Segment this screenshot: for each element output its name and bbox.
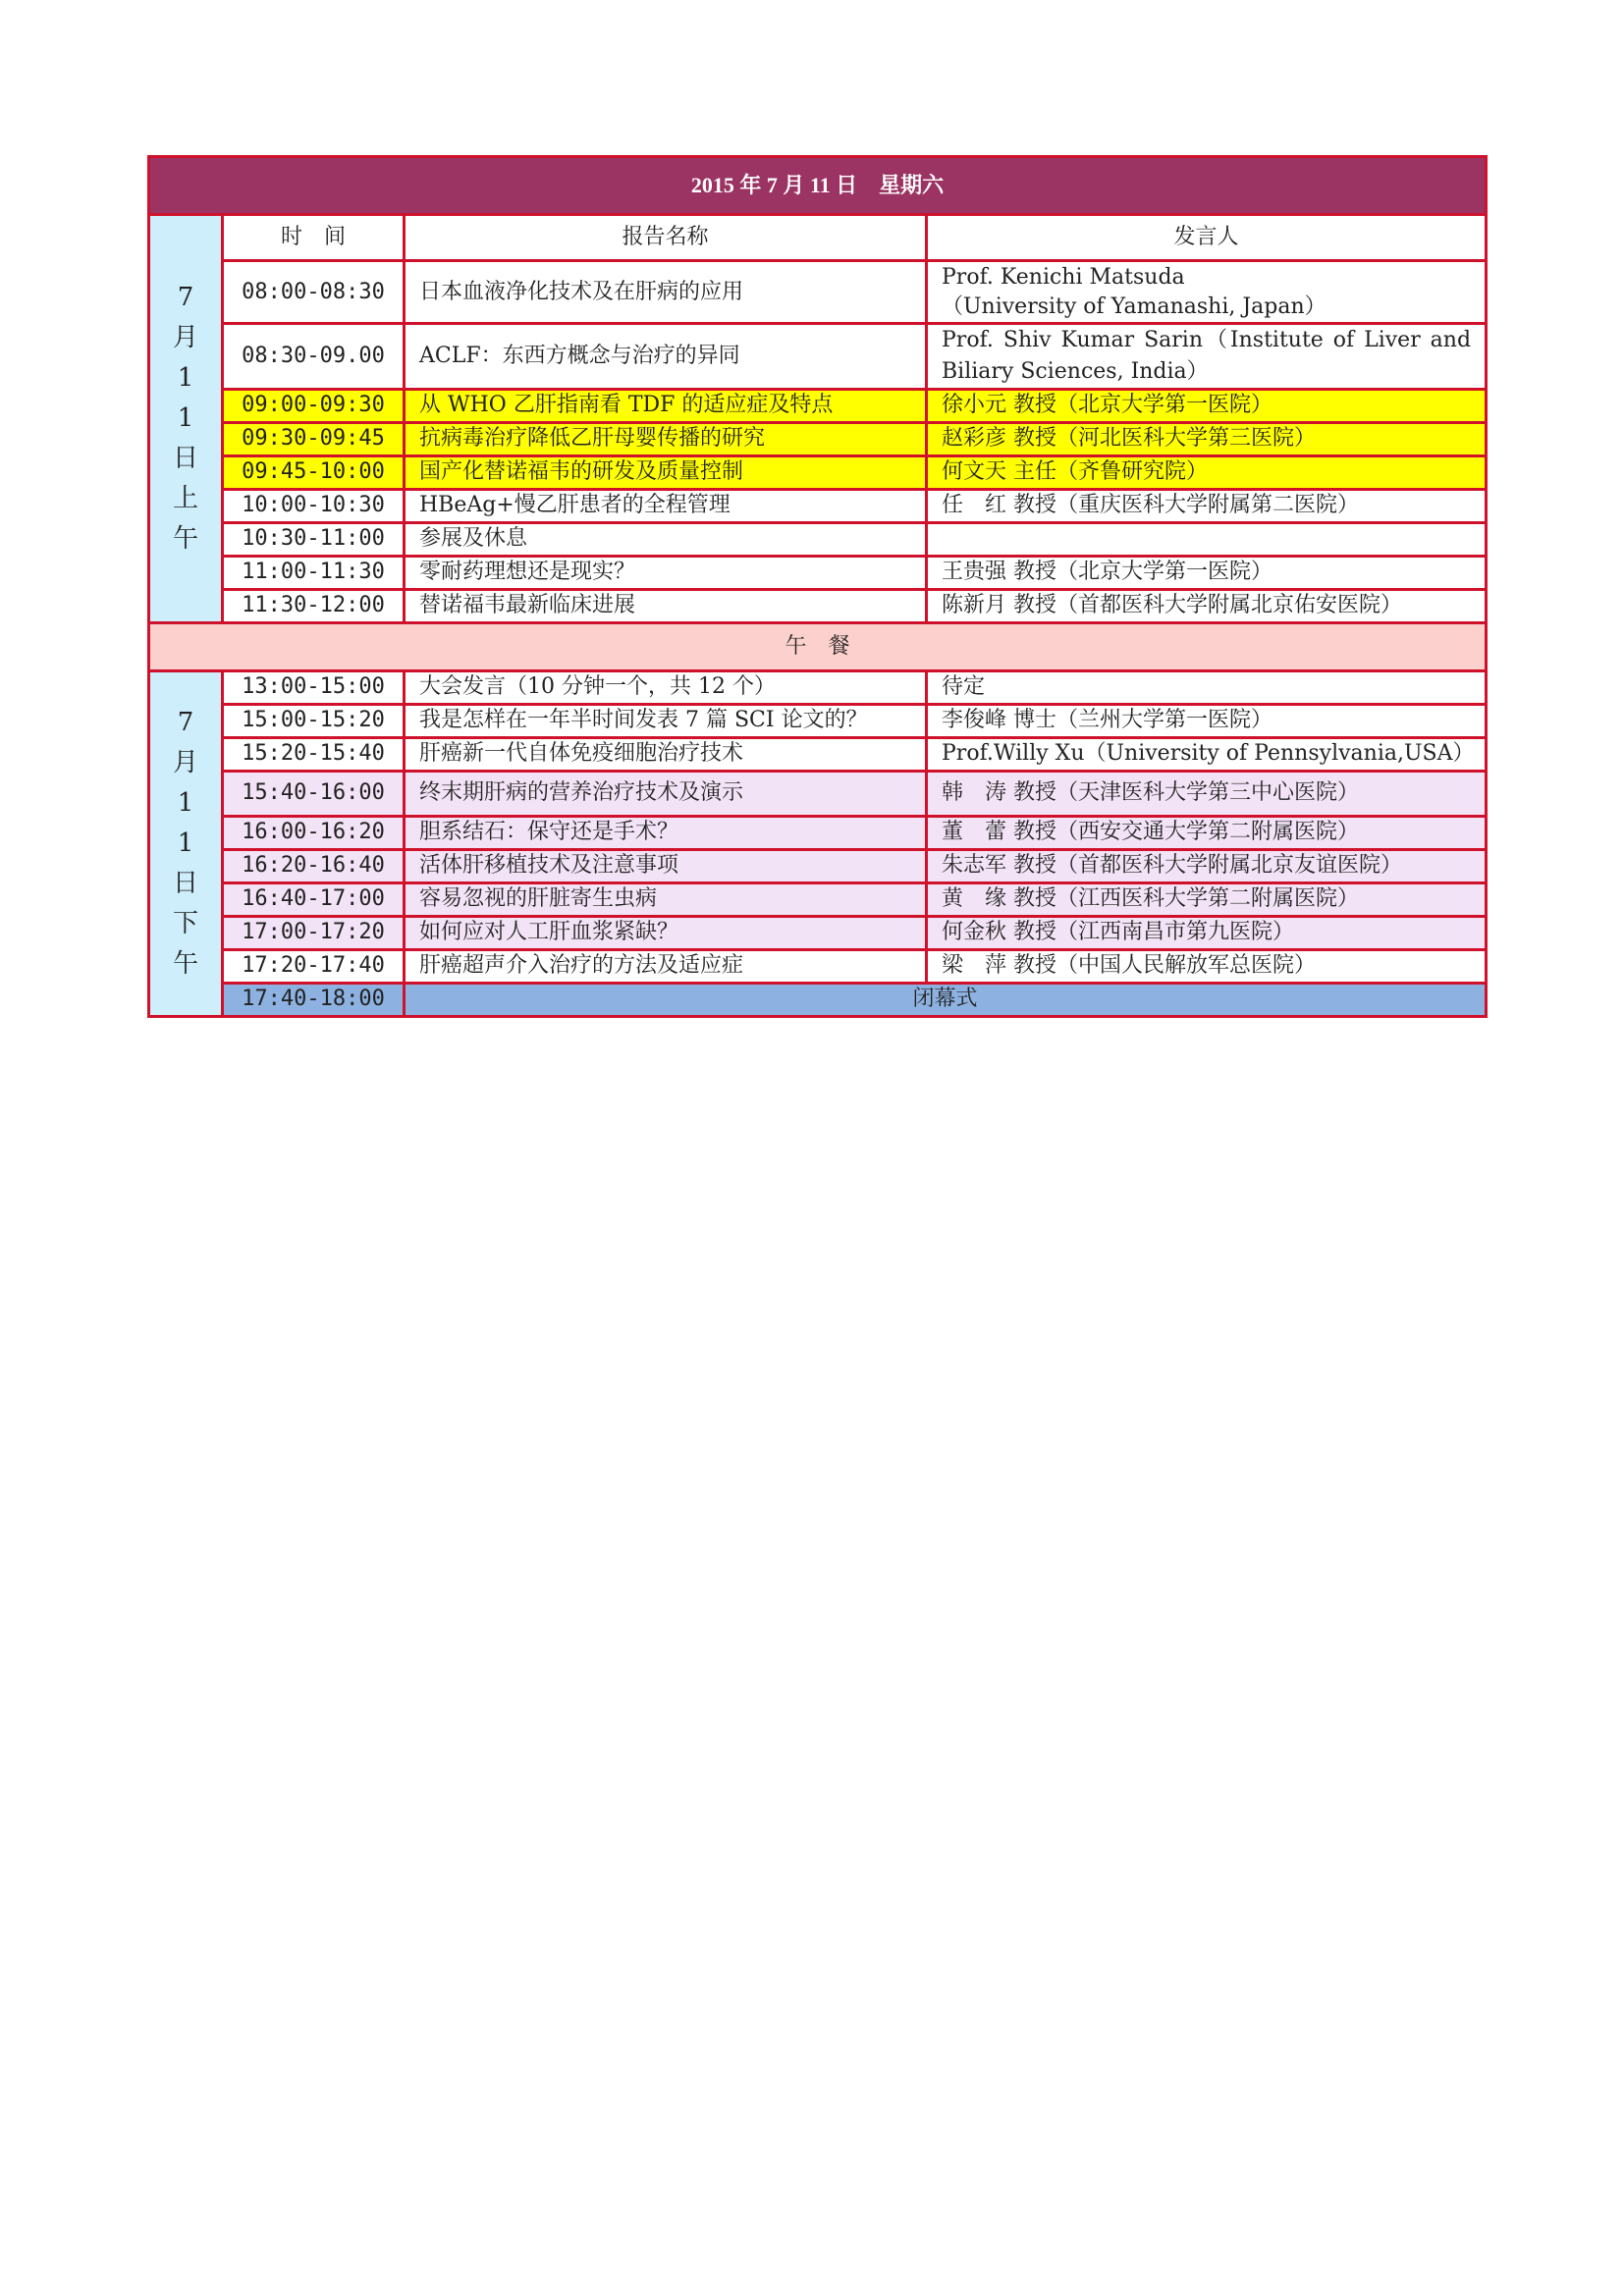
speaker-cell: Prof. Shiv Kumar Sarin（Institute of Liver and Biliary Sciences, India） [927,324,1487,390]
topic-cell: 大会发言（10 分钟一个，共 12 个） [405,670,927,704]
schedule-row [149,589,1487,622]
schedule-row [149,670,1487,704]
closing-row [149,983,1487,1016]
schedule-table [147,155,1488,1018]
time-cell: 10:30-11:00 [223,522,405,556]
schedule-row [149,422,1487,455]
speaker-cell: 赵彩彦 教授（河北医科大学第三医院） [927,422,1487,455]
topic-cell: 我是怎样在一年半时间发表 7 篇 SCI 论文的？ [405,704,927,737]
speaker-cell: 徐小元 教授（北京大学第一医院） [927,389,1487,422]
time-cell: 17:00-17:20 [223,916,405,949]
afternoon-session-label [149,670,223,1016]
schedule-row [149,489,1487,522]
topic-cell: 活体肝移植技术及注意事项 [405,849,927,882]
topic-cell: ACLF：东西方概念与治疗的异同 [405,324,927,390]
topic-cell: 替诺福韦最新临床进展 [405,589,927,622]
date-title: 2015 年 7 月 11 日 星期六 [149,157,1487,215]
schedule-row [149,556,1487,589]
schedule-row [149,324,1487,390]
topic-cell: HBeAg+慢乙肝患者的全程管理 [405,489,927,522]
time-cell: 16:00-16:20 [223,816,405,849]
closing-time: 17:40-18:00 [223,983,405,1016]
speaker-cell: 何金秋 教授（江西南昌市第九医院） [927,916,1487,949]
topic-cell: 日本血液净化技术及在肝病的应用 [405,261,927,324]
topic-cell: 抗病毒治疗降低乙肝母婴传播的研究 [405,422,927,455]
speaker-cell [927,522,1487,556]
time-cell: 08:00-08:30 [223,261,405,324]
speaker-cell: 王贵强 教授（北京大学第一医院） [927,556,1487,589]
closing-label: 闭幕式 [405,983,1487,1016]
speaker-cell: 李俊峰 博士（兰州大学第一医院） [927,704,1487,737]
topic-cell: 从 WHO 乙肝指南看 TDF 的适应症及特点 [405,389,927,422]
speaker-cell: 待定 [927,670,1487,704]
time-cell: 09:30-09:45 [223,422,405,455]
topic-cell: 如何应对人工肝血浆紧缺？ [405,916,927,949]
speaker-cell: 梁 萍 教授（中国人民解放军总医院） [927,949,1487,983]
time-cell: 16:40-17:00 [223,882,405,916]
speaker-cell: 黄 缘 教授（江西医科大学第二附属医院） [927,882,1487,916]
time-cell: 15:20-15:40 [223,737,405,771]
topic-cell: 肝癌新一代自体免疫细胞治疗技术 [405,737,927,771]
time-cell: 17:20-17:40 [223,949,405,983]
schedule-row [149,771,1487,816]
time-cell: 11:30-12:00 [223,589,405,622]
column-header-row [149,215,1487,261]
schedule-row [149,261,1487,324]
topic-cell: 肝癌超声介入治疗的方法及适应症 [405,949,927,983]
schedule-row [149,389,1487,422]
time-cell: 09:45-10:00 [223,455,405,489]
schedule-row [149,916,1487,949]
date-title-row [149,157,1487,215]
time-cell: 09:00-09:30 [223,389,405,422]
time-cell: 16:20-16:40 [223,849,405,882]
afternoon-session-text: 7月11日下午 [172,707,198,979]
lunch-label: 午 餐 [149,622,1487,670]
time-cell: 11:00-11:30 [223,556,405,589]
time-cell: 15:00-15:20 [223,704,405,737]
schedule-row [149,704,1487,737]
col-header-time: 时 间 [223,215,405,261]
lunch-row [149,622,1487,670]
speaker-cell: 陈新月 教授（首都医科大学附属北京佑安医院） [927,589,1487,622]
time-cell: 13:00-15:00 [223,670,405,704]
topic-cell: 零耐药理想还是现实？ [405,556,927,589]
time-cell: 15:40-16:00 [223,771,405,816]
topic-cell: 参展及休息 [405,522,927,556]
schedule-row [149,882,1487,916]
schedule-row [149,816,1487,849]
speaker-cell: Prof.Willy Xu（University of Pennsylvania,USA） [927,737,1487,771]
col-header-topic: 报告名称 [405,215,927,261]
schedule-row [149,455,1487,489]
schedule-row [149,949,1487,983]
time-cell: 08:30-09.00 [223,324,405,390]
morning-session-label [149,215,223,623]
schedule-row [149,737,1487,771]
speaker-cell: Prof. Kenichi Matsuda （University of Yamanashi, Japan） [927,261,1487,324]
schedule-row [149,849,1487,882]
morning-session-text: 7月11日上午 [172,282,198,554]
topic-cell: 终末期肝病的营养治疗技术及演示 [405,771,927,816]
topic-cell: 国产化替诺福韦的研发及质量控制 [405,455,927,489]
speaker-cell: 朱志军 教授（首都医科大学附属北京友谊医院） [927,849,1487,882]
speaker-cell: 董 蕾 教授（西安交通大学第二附属医院） [927,816,1487,849]
speaker-cell: 何文天 主任（齐鲁研究院） [927,455,1487,489]
speaker-cell: 任 红 教授（重庆医科大学附属第二医院） [927,489,1487,522]
schedule-row [149,522,1487,556]
speaker-cell: 韩 涛 教授（天津医科大学第三中心医院） [927,771,1487,816]
time-cell: 10:00-10:30 [223,489,405,522]
topic-cell: 容易忽视的肝脏寄生虫病 [405,882,927,916]
topic-cell: 胆系结石：保守还是手术？ [405,816,927,849]
col-header-speaker: 发言人 [927,215,1487,261]
